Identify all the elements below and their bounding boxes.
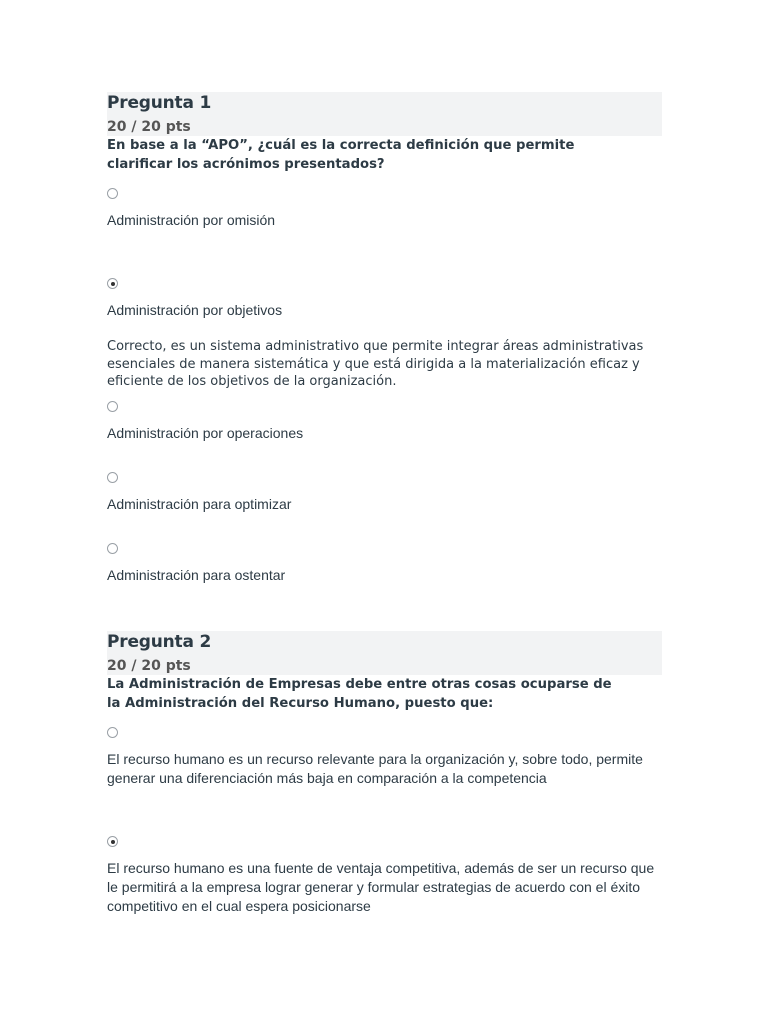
question-points: 20 / 20 pts [107,658,191,674]
radio-button[interactable] [107,472,118,483]
answer-option[interactable] [107,472,291,514]
answer-label: El recurso humano es una fuente de ventaja competitiva, además de ser un recurso que le permitirá a la empresa lograr generar y formular estrategias de acuerdo con el éxito competitivo en el cual espera posicionarse [107,860,655,914]
question-title: Pregunta 1 [107,93,212,113]
answer-option-selected[interactable] [107,836,657,916]
answer-label: Administración para optimizar [107,496,292,512]
answer-label: Administración por operaciones [107,425,304,441]
answer-feedback: Correcto, es un sistema administrativo que permite integrar áreas administrativas esenciales de manera sistemática y que está dirigida a la materialización eficaz y eficiente de los objetivos de la organización. [107,339,644,389]
answer-option[interactable] [107,188,275,230]
answer-label: Administración para ostentar [107,567,286,583]
radio-button[interactable] [107,188,118,199]
question-text: En base a la “APO”, ¿cuál es la correcta definición que permite clarificar los acrónimos presentados? [107,138,575,172]
radio-button[interactable] [107,543,118,554]
radio-button[interactable] [107,727,118,738]
answer-label: Administración por omisión [107,212,276,228]
answer-option[interactable] [107,727,647,788]
question-header [107,92,662,136]
quiz-results [107,92,662,914]
answer-option[interactable] [107,401,303,443]
question-points: 20 / 20 pts [107,119,191,135]
answer-option[interactable] [107,543,285,585]
answer-label: Administración por objetivos [107,302,283,318]
question-1 [107,92,662,632]
radio-button-checked[interactable] [107,278,118,289]
question-text: La Administración de Empresas debe entre otras cosas ocuparse de la Administración del Recurso Humano, puesto que: [107,677,612,711]
question-title: Pregunta 2 [107,632,212,652]
question-2 [107,631,662,914]
answer-option-selected[interactable] [107,278,652,391]
answer-label: El recurso humano es un recurso relevante para la organización y, sobre todo, permite generar una diferenciación más baja en comparación a la competencia [107,751,643,786]
question-header [107,631,662,675]
radio-button-checked[interactable] [107,836,118,847]
radio-button[interactable] [107,401,118,412]
